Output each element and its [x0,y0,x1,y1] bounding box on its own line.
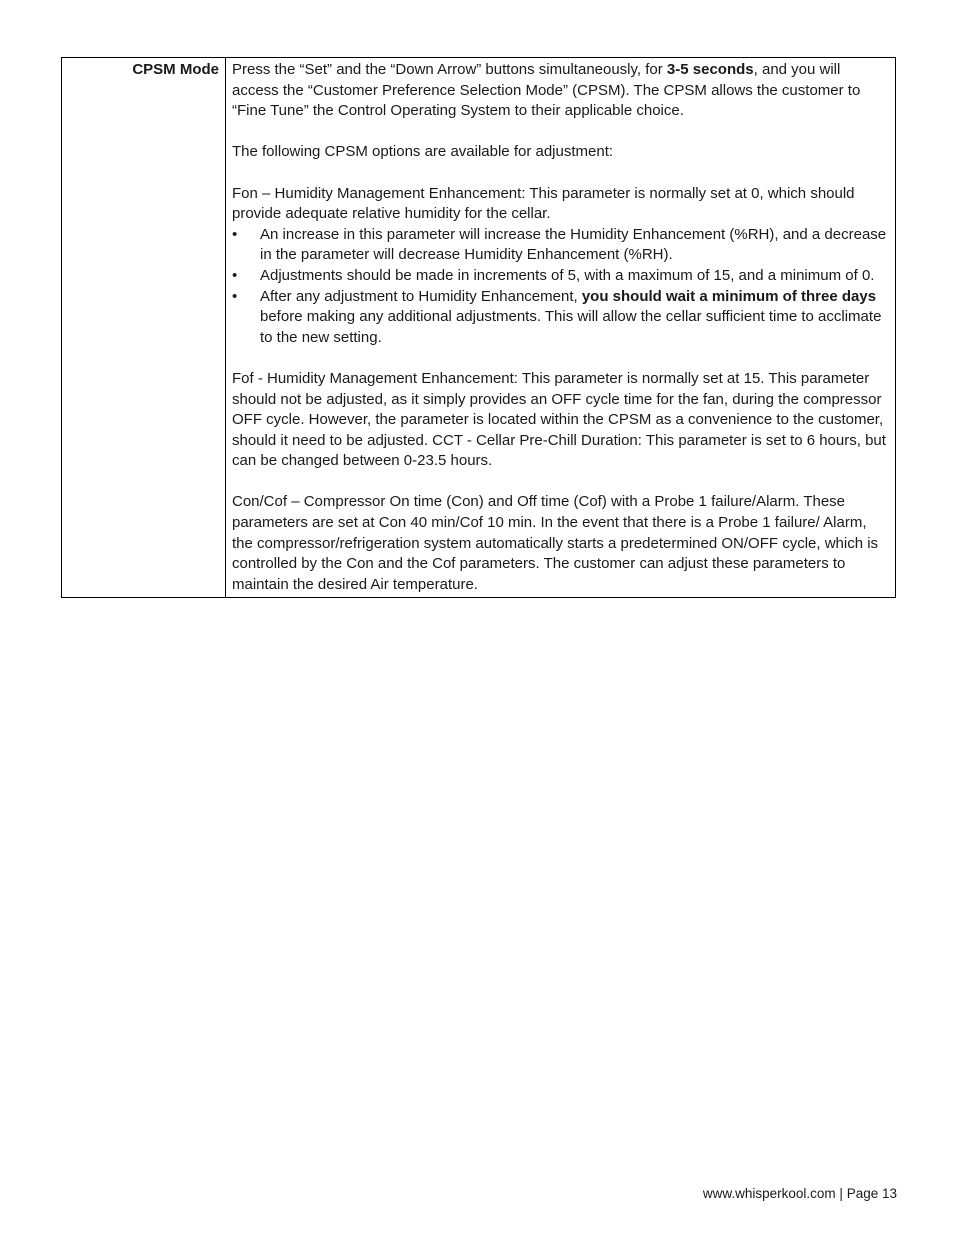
intro-paragraph [232,60,890,122]
bullet-icon: • [232,266,238,284]
con-cof-paragraph: Con/Cof – Compressor On time (Con) and Off time (Cof) with a Probe 1 failure/Alarm. These parameters are set at Con 40 min/Cof 10 min. In the event that there is a Probe 1 failure/ Alarm, the compressor/refrigeration system automatically starts a predetermined ON/OFF cycle, which is controlled by the Con and the Cof parameters. The customer can adjust these parameters to maintain the desired Air temperature. [232,493,879,593]
fon-paragraph: Fon – Humidity Management Enhancement: This parameter is normally set at 0, which should provide adequate relative humidity for the cellar. [232,184,855,223]
bullet-text-continued: before making any additional adjustments. This will allow the cellar sufficient time to acclimate to the new setting. [260,308,882,346]
list-item [232,266,890,287]
cpsm-table [61,57,896,598]
row-label: CPSM Mode [62,58,226,598]
bullet-text: After any adjustment to Humidity Enhancement, [260,287,582,305]
intro-text: Press the “Set” and the “Down Arrow” buttons simultaneously, for [232,61,667,78]
list-item [232,287,890,349]
page-footer: www.whisperkool.com | Page 13 [702,1186,897,1201]
fof-paragraph: Fof - Humidity Management Enhancement: This parameter is normally set at 15. This parameter should not be adjusted, as it simply provides an OFF cycle time for the fan, during the compressor OFF cycle. However, the parameter is located within the CPSM as a convenience to the customer, should it need to be adjusted. CCT - Cellar Pre-Chill Duration: This parameter is set to 6 hours, but can be changed between 0-23.5 hours. [232,369,886,470]
list-item [232,225,890,266]
intro-duration: 3-5 seconds [666,61,754,78]
table-row [62,58,896,598]
fon-bullet-list [232,225,890,349]
intro-text-continued: , and you will access the “Customer Preference Selection Mode” (CPSM). The CPSM allows the customer to “Fine Tune” the Control Operating System to their applicable choice. [232,61,861,120]
bullet-emphasis: you should wait a minimum of three days [581,287,877,305]
bullet-text: An increase in this parameter will increase the Humidity Enhancement (%RH), and a decrease in the parameter will decrease Humidity Enhancement (%RH). [260,225,887,264]
bullet-icon: • [232,287,238,305]
row-content [226,58,896,598]
options-intro: The following CPSM options are available for adjustment: [232,143,614,161]
bullet-icon: • [232,225,238,243]
bullet-text: Adjustments should be made in increments of 5, with a maximum of 15, and a minimum of 0. [260,266,875,284]
